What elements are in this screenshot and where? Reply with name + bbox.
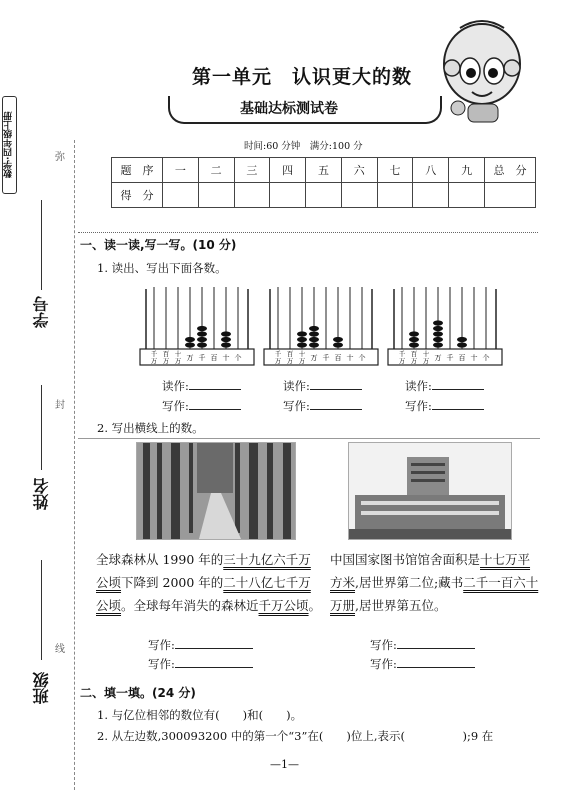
score-cell[interactable] <box>341 183 377 208</box>
page-title: 第一单元 认识更大的数 <box>192 66 413 88</box>
abacus-place-label: 万 <box>398 357 406 365</box>
abacus-bead <box>457 337 467 342</box>
table-cell: 七 <box>377 158 413 183</box>
abacus-bead <box>221 337 231 342</box>
abacus-bead <box>185 342 195 347</box>
answer-blank[interactable] <box>397 638 475 649</box>
forest-photo <box>136 442 296 540</box>
abacus-place-label: 万 <box>434 354 442 362</box>
abacus-place-label: 万 <box>286 357 294 365</box>
abacus-place-label: 万 <box>150 357 158 365</box>
library-photo <box>348 442 512 540</box>
text-span: 全球森林从 1990 年的 <box>96 552 224 567</box>
write-label: 写作: <box>283 399 310 413</box>
seal-char-mi: 弥 <box>55 152 65 163</box>
score-cell[interactable] <box>377 183 413 208</box>
score-cell[interactable] <box>198 183 234 208</box>
table-cell: 四 <box>270 158 306 183</box>
abacus-bead <box>433 342 443 347</box>
number-to-write: 二十八亿七千万公顷 <box>96 575 311 613</box>
question-2-1: 1. 与亿位相邻的数位有( )和( )。 <box>97 708 303 722</box>
abacus-bead <box>309 326 319 331</box>
score-cell[interactable] <box>234 183 270 208</box>
abacus-bead <box>297 337 307 342</box>
answer-blank[interactable] <box>397 657 475 668</box>
abacus-place-label: 万 <box>422 357 430 365</box>
name-line <box>41 385 42 470</box>
read-answer-3[interactable] <box>405 378 484 394</box>
question-2-2: 2. 从左边数,300093200 中的第一个“3”在( )位上,表示( );9 在 <box>97 729 494 743</box>
table-cell: 总 分 <box>485 158 536 183</box>
abacus-place-label: 千 <box>322 354 330 362</box>
subject-badge: 数学·四年级上册 <box>2 96 17 194</box>
abacus-bead <box>221 331 231 336</box>
abacus-place-label: 百 <box>210 354 218 362</box>
question-1-2: 2. 写出横线上的数。 <box>97 421 204 435</box>
abacus-bead <box>433 326 443 331</box>
abacus-drawing <box>262 283 380 367</box>
number-to-write: 千万公顷 <box>258 598 309 613</box>
abacus-place-label: 十 <box>422 350 430 358</box>
text-span: ,居世界第二位;藏书 <box>355 575 464 590</box>
score-cell[interactable] <box>449 183 485 208</box>
answer-blank[interactable] <box>432 399 484 410</box>
abacus-bead <box>409 331 419 336</box>
table-cell: 得 分 <box>112 183 163 208</box>
abacus-bead <box>185 337 195 342</box>
answer-blank[interactable] <box>310 399 362 410</box>
section1-heading: 一、读一读,写一写。(10 分) <box>80 238 237 252</box>
write-answer-library-1[interactable] <box>370 637 475 653</box>
class-line <box>41 560 42 660</box>
section2-heading: 二、填一填。(24 分) <box>80 686 196 700</box>
answer-blank[interactable] <box>189 399 241 410</box>
abacus-place-label: 百 <box>334 354 342 362</box>
answer-blank[interactable] <box>175 657 253 668</box>
score-table <box>111 157 536 208</box>
number-to-write: 三十九亿六千万公顷 <box>96 552 311 590</box>
write-answer-forest-2[interactable] <box>148 656 253 672</box>
page-subtitle: 基础达标测试卷 <box>240 101 338 117</box>
table-cell: 九 <box>449 158 485 183</box>
table-cell: 六 <box>341 158 377 183</box>
abacus-place-label: 万 <box>310 354 318 362</box>
text-span: 中国国家图书馆馆舍面积是 <box>330 552 481 567</box>
number-to-write: 二千一百六十万册 <box>330 575 539 613</box>
abacus-bead <box>333 342 343 347</box>
write-label: 写作: <box>148 657 175 671</box>
section-rule <box>78 438 540 439</box>
table-cell: 三 <box>234 158 270 183</box>
score-cell[interactable] <box>163 183 199 208</box>
abacus-bead <box>333 337 343 342</box>
table-cell: 一 <box>163 158 199 183</box>
abacus-1 <box>138 283 256 371</box>
abacus-place-label: 万 <box>298 357 306 365</box>
abacus-place-label: 十 <box>174 350 182 358</box>
seal-char-xian: 线 <box>55 644 65 655</box>
abacus-bead <box>433 320 443 325</box>
score-table-header-row <box>112 158 536 183</box>
write-label: 写作: <box>370 638 397 652</box>
number-to-write: 十七万平方米 <box>330 552 531 590</box>
abacus-bead <box>433 337 443 342</box>
abacus-bead <box>297 331 307 336</box>
answer-blank[interactable] <box>189 379 241 390</box>
abacus-3 <box>386 283 504 371</box>
abacus-place-label: 千 <box>274 350 282 358</box>
class-label: 班级 <box>32 672 51 704</box>
abacus-place-label: 万 <box>174 357 182 365</box>
seal-dashed-line <box>74 140 75 790</box>
student-id-line <box>41 200 42 290</box>
abacus-bead <box>221 342 231 347</box>
abacus-place-label: 万 <box>162 357 170 365</box>
score-cell[interactable] <box>485 183 536 208</box>
read-answer-1[interactable] <box>162 378 241 394</box>
forest-paragraph <box>96 548 322 617</box>
table-cell: 五 <box>306 158 342 183</box>
score-cell[interactable] <box>306 183 342 208</box>
abacus-place-label: 百 <box>286 350 294 358</box>
abacus-place-label: 千 <box>446 354 454 362</box>
write-answer-1[interactable] <box>162 398 241 414</box>
abacus-place-label: 十 <box>470 354 478 362</box>
answer-blank[interactable] <box>432 379 484 390</box>
abacus-bead <box>309 342 319 347</box>
abacus-place-label: 个 <box>358 354 366 362</box>
abacus-bead <box>457 342 467 347</box>
section-divider <box>78 232 538 233</box>
abacus-place-label: 千 <box>398 350 406 358</box>
table-cell: 题 序 <box>112 158 163 183</box>
text-span: 。全球每年消失的森林近 <box>121 598 259 613</box>
abacus-bead <box>433 331 443 336</box>
abacus-drawing <box>138 283 256 367</box>
answer-blank[interactable] <box>175 638 253 649</box>
abacus-place-label: 千 <box>198 354 206 362</box>
write-label: 写作: <box>370 657 397 671</box>
write-answer-library-2[interactable] <box>370 656 475 672</box>
abacus-place-label: 万 <box>186 354 194 362</box>
write-answer-forest-1[interactable] <box>148 637 253 653</box>
answer-blank[interactable] <box>310 379 362 390</box>
abacus-place-label: 万 <box>410 357 418 365</box>
score-cell[interactable] <box>270 183 306 208</box>
abacus-drawing <box>386 283 504 367</box>
abacus-place-label: 千 <box>150 350 158 358</box>
table-cell: 八 <box>413 158 449 183</box>
abacus-bead <box>197 331 207 336</box>
score-cell[interactable] <box>413 183 449 208</box>
read-label: 读作: <box>283 379 310 393</box>
abacus-place-label: 个 <box>234 354 242 362</box>
question-1-1: 1. 读出、写出下面各数。 <box>97 261 227 275</box>
abacus-place-label: 十 <box>298 350 306 358</box>
abacus-bead <box>297 342 307 347</box>
read-label: 读作: <box>405 379 432 393</box>
table-cell: 二 <box>198 158 234 183</box>
abacus-place-label: 百 <box>162 350 170 358</box>
abacus-bead <box>197 337 207 342</box>
time-info: 时间:60 分钟 满分:100 分 <box>244 141 363 152</box>
name-label: 姓名 <box>32 478 51 510</box>
read-answer-2[interactable] <box>283 378 362 394</box>
abacus-place-label: 万 <box>274 357 282 365</box>
student-id-label: 学号 <box>32 296 51 328</box>
mascot-image <box>430 16 530 130</box>
abacus-place-label: 十 <box>222 354 230 362</box>
abacus-place-label: 百 <box>458 354 466 362</box>
write-answer-2[interactable] <box>283 398 362 414</box>
write-label: 写作: <box>148 638 175 652</box>
write-label: 写作: <box>162 399 189 413</box>
abacus-bead <box>309 337 319 342</box>
abacus-2 <box>262 283 380 371</box>
page-number: —1— <box>270 758 299 771</box>
abacus-place-label: 个 <box>482 354 490 362</box>
library-paragraph <box>330 548 542 617</box>
abacus-bead <box>309 331 319 336</box>
text-span: 下降到 2000 年的 <box>121 575 224 590</box>
abacus-bead <box>197 326 207 331</box>
score-table-score-row <box>112 183 536 208</box>
abacus-place-label: 十 <box>346 354 354 362</box>
abacus-bead <box>197 342 207 347</box>
write-label: 写作: <box>405 399 432 413</box>
text-span: ,居世界第五位。 <box>355 598 447 613</box>
seal-char-feng: 封 <box>55 400 65 411</box>
abacus-bead <box>409 342 419 347</box>
abacus-place-label: 百 <box>410 350 418 358</box>
read-label: 读作: <box>162 379 189 393</box>
text-span: 。 <box>308 598 322 613</box>
abacus-bead <box>409 337 419 342</box>
write-answer-3[interactable] <box>405 398 484 414</box>
